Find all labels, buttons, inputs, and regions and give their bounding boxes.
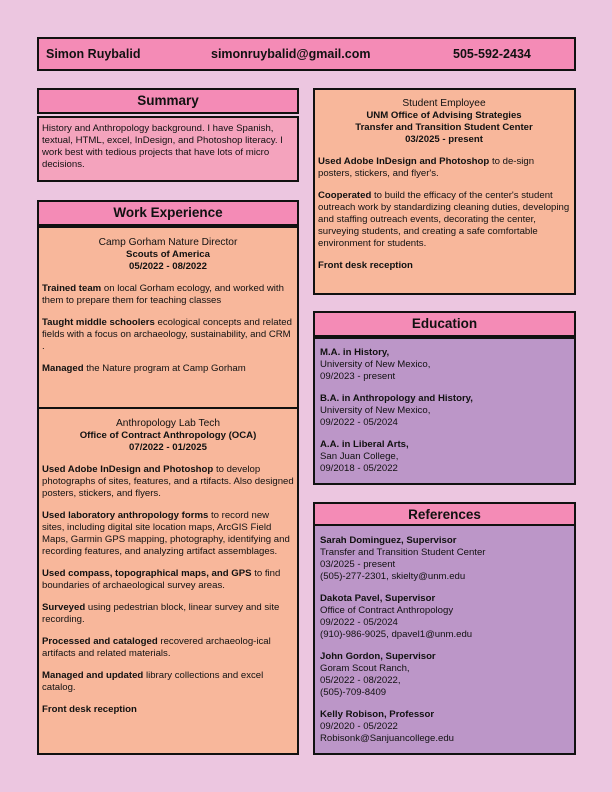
job-bullet: Managed the Nature program at Camp Gorham xyxy=(42,363,246,374)
job-title: Anthropology Lab Tech xyxy=(115,418,221,429)
education-school: San Juan College, xyxy=(320,451,399,462)
reference-line: 03/2025 - present xyxy=(320,559,396,570)
job-dates: 03/2025 - present xyxy=(405,134,483,145)
education-dates: 09/2018 - 05/2022 xyxy=(320,463,398,474)
reference-name: Dakota Pavel, Supervisor xyxy=(320,593,436,604)
reference-line: (505)-709-8409 xyxy=(320,687,387,698)
reference-line: (910)-986-9025, dpavel1@unm.edu xyxy=(320,629,473,640)
job-bullet: Used Adobe InDesign and Photoshop to de-sign posters, stickers, and flyer's. xyxy=(318,156,535,179)
job-org: Scouts of America xyxy=(126,249,210,260)
job-bullet: Used compass, topographical maps, and GPS to find boundaries of archaeological survey areas. xyxy=(42,568,281,591)
references-title: References xyxy=(313,502,576,526)
job-title: Student Employee xyxy=(402,98,486,109)
summary-box xyxy=(37,116,299,182)
education-title: Education xyxy=(313,311,576,337)
job-title: Camp Gorham Nature Director xyxy=(98,237,238,248)
email: simonruybalid@gmail.com xyxy=(211,47,371,61)
reference-line: 09/2020 - 05/2022 xyxy=(320,721,398,732)
job-anthropology-lab xyxy=(37,407,299,755)
job-dates: 05/2022 - 08/2022 xyxy=(129,261,207,272)
job-dept: Transfer and Transition Student Center xyxy=(355,122,533,133)
work-title: Work Experience xyxy=(37,200,299,226)
reference-line: 05/2022 - 08/2022, xyxy=(320,675,401,686)
job-bullet: Managed and updated library collections and excel catalog. xyxy=(42,670,264,693)
reference-line: Robisonk@Sanjuancollege.edu xyxy=(320,733,455,744)
reference-line: Transfer and Transition Student Center xyxy=(320,547,486,558)
job-student-employee xyxy=(313,88,576,295)
reference-line: (505)-277-2301, skielty@unm.edu xyxy=(320,571,466,582)
education-dates: 09/2023 - present xyxy=(320,371,396,382)
job-bullet: Used Adobe InDesign and Photoshop to develop photographs of sites, features, and a rtifacts. Also designed posters, stickers, and flyers. xyxy=(42,464,294,499)
education-dates: 09/2022 - 05/2024 xyxy=(320,417,398,428)
job-dates: 07/2022 - 01/2025 xyxy=(129,442,207,453)
phone: 505-592-2434 xyxy=(453,47,531,61)
reference-line: Office of Contract Anthropology xyxy=(320,605,454,616)
job-bullet: Used laboratory anthropology forms to record new sites, including digital site location maps, ArcGIS Field Maps, Garmin GPS mapping, photography, identifying and recording features, and analyzing artifact assemblages. xyxy=(42,510,290,557)
job-bullet: Trained team on local Gorham ecology, and worked with them to prepare them for teaching classes xyxy=(42,283,284,306)
summary-text: History and Anthropology background. I have Spanish, textual, HTML, excel, InDesign, and Photoshop literacy. I work best with tedious projects that have lots of micro decisions. xyxy=(42,123,283,170)
job-bullet: Front desk reception xyxy=(42,704,137,715)
job-camp-gorham xyxy=(37,226,299,409)
education-degree: M.A. in History, xyxy=(320,347,390,358)
job-bullet: Surveyed using pedestrian block, linear survey and site recording. xyxy=(42,602,280,625)
job-org: UNM Office of Advising Strategies xyxy=(366,110,522,121)
name: Simon Ruybalid xyxy=(46,47,141,61)
job-bullet: Cooperated to build the efficacy of the center's student outreach work by standardizing cleaning duties, developing and staffing outreach events, decorating the center, surveying students, and creating a safe comfortable environment for students. xyxy=(318,190,570,249)
job-bullet: Front desk reception xyxy=(318,260,413,271)
job-bullet: Processed and cataloged recovered archaeolog-ical artifacts and related materials. xyxy=(42,636,271,659)
reference-name: John Gordon, Supervisor xyxy=(320,651,436,662)
reference-line: 09/2022 - 05/2024 xyxy=(320,617,398,628)
reference-name: Kelly Robison, Professor xyxy=(320,709,435,720)
references-box xyxy=(313,524,576,755)
education-box xyxy=(313,337,576,485)
education-degree: A.A. in Liberal Arts, xyxy=(320,439,409,450)
job-bullet: Taught middle schoolers ecological concepts and related fields with a focus on archaeology, sustainability, and CRM . xyxy=(42,317,292,352)
job-org: Office of Contract Anthropology (OCA) xyxy=(79,430,257,441)
education-school: University of New Mexico, xyxy=(320,405,431,416)
header-bar xyxy=(37,37,576,71)
summary-title: Summary xyxy=(37,88,299,114)
reference-line: Goram Scout Ranch, xyxy=(320,663,410,674)
reference-name: Sarah Dominguez, Supervisor xyxy=(320,535,457,546)
education-school: University of New Mexico, xyxy=(320,359,431,370)
education-degree: B.A. in Anthropology and History, xyxy=(320,393,473,404)
